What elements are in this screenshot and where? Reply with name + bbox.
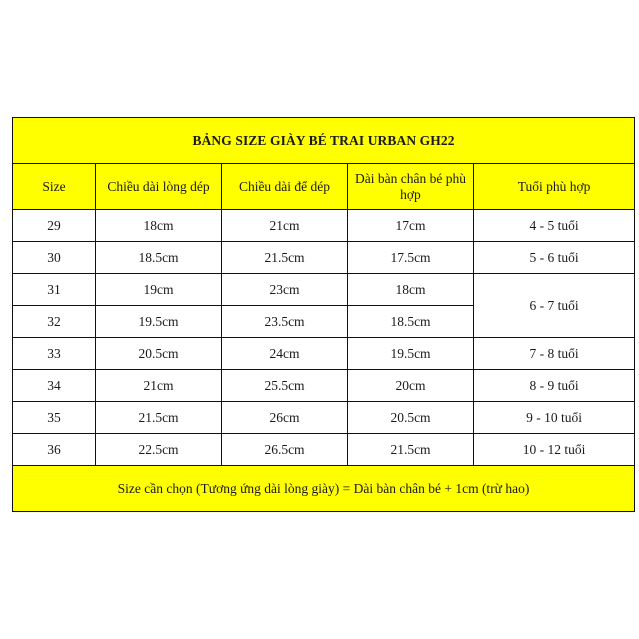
cell-size: 33: [13, 338, 96, 370]
cell-sole-length: 26cm: [222, 402, 348, 434]
cell-age: 4 - 5 tuổi: [474, 210, 635, 242]
cell-size: 31: [13, 274, 96, 306]
cell-sole-length: 23cm: [222, 274, 348, 306]
cell-foot-length: 21.5cm: [348, 434, 474, 466]
header-foot-length: Dài bàn chân bé phù hợp: [348, 164, 474, 210]
cell-size: 35: [13, 402, 96, 434]
table-row: [13, 242, 635, 274]
cell-sole-length: 25.5cm: [222, 370, 348, 402]
header-row: [13, 164, 635, 210]
cell-foot-length: 19.5cm: [348, 338, 474, 370]
table-row: [13, 370, 635, 402]
table-row: [13, 274, 635, 306]
header-sole-length: Chiều dài để dép: [222, 164, 348, 210]
cell-age: 8 - 9 tuổi: [474, 370, 635, 402]
header-inner-length: Chiều dài lòng dép: [96, 164, 222, 210]
cell-sole-length: 26.5cm: [222, 434, 348, 466]
table-row: [13, 338, 635, 370]
cell-foot-length: 17.5cm: [348, 242, 474, 274]
cell-age: 5 - 6 tuổi: [474, 242, 635, 274]
cell-sole-length: 23.5cm: [222, 306, 348, 338]
header-size: Size: [13, 164, 96, 210]
cell-age-merged: 6 - 7 tuổi: [474, 274, 635, 338]
cell-age: 9 - 10 tuổi: [474, 402, 635, 434]
cell-foot-length: 17cm: [348, 210, 474, 242]
cell-inner-length: 21.5cm: [96, 402, 222, 434]
table-row: [13, 210, 635, 242]
header-age: Tuổi phù hợp: [474, 164, 635, 210]
table-row: [13, 434, 635, 466]
cell-size: 36: [13, 434, 96, 466]
cell-foot-length: 20cm: [348, 370, 474, 402]
cell-inner-length: 21cm: [96, 370, 222, 402]
cell-inner-length: 18cm: [96, 210, 222, 242]
cell-inner-length: 18.5cm: [96, 242, 222, 274]
title-row: [13, 118, 635, 164]
table-title: BẢNG SIZE GIÀY BÉ TRAI URBAN GH22: [13, 118, 635, 164]
cell-inner-length: 22.5cm: [96, 434, 222, 466]
cell-size: 30: [13, 242, 96, 274]
cell-inner-length: 20.5cm: [96, 338, 222, 370]
cell-foot-length: 20.5cm: [348, 402, 474, 434]
cell-sole-length: 21cm: [222, 210, 348, 242]
cell-sole-length: 21.5cm: [222, 242, 348, 274]
cell-age: 10 - 12 tuổi: [474, 434, 635, 466]
footer-note: Size cần chọn (Tương ứng dài lòng giày) = Dài bàn chân bé + 1cm (trừ hao): [13, 466, 635, 512]
cell-age: 7 - 8 tuổi: [474, 338, 635, 370]
footer-row: [13, 466, 635, 512]
size-table: [12, 117, 635, 512]
cell-inner-length: 19.5cm: [96, 306, 222, 338]
cell-size: 29: [13, 210, 96, 242]
table-row: [13, 402, 635, 434]
cell-sole-length: 24cm: [222, 338, 348, 370]
cell-foot-length: 18cm: [348, 274, 474, 306]
cell-foot-length: 18.5cm: [348, 306, 474, 338]
cell-size: 32: [13, 306, 96, 338]
cell-inner-length: 19cm: [96, 274, 222, 306]
cell-size: 34: [13, 370, 96, 402]
size-chart: [12, 117, 634, 512]
